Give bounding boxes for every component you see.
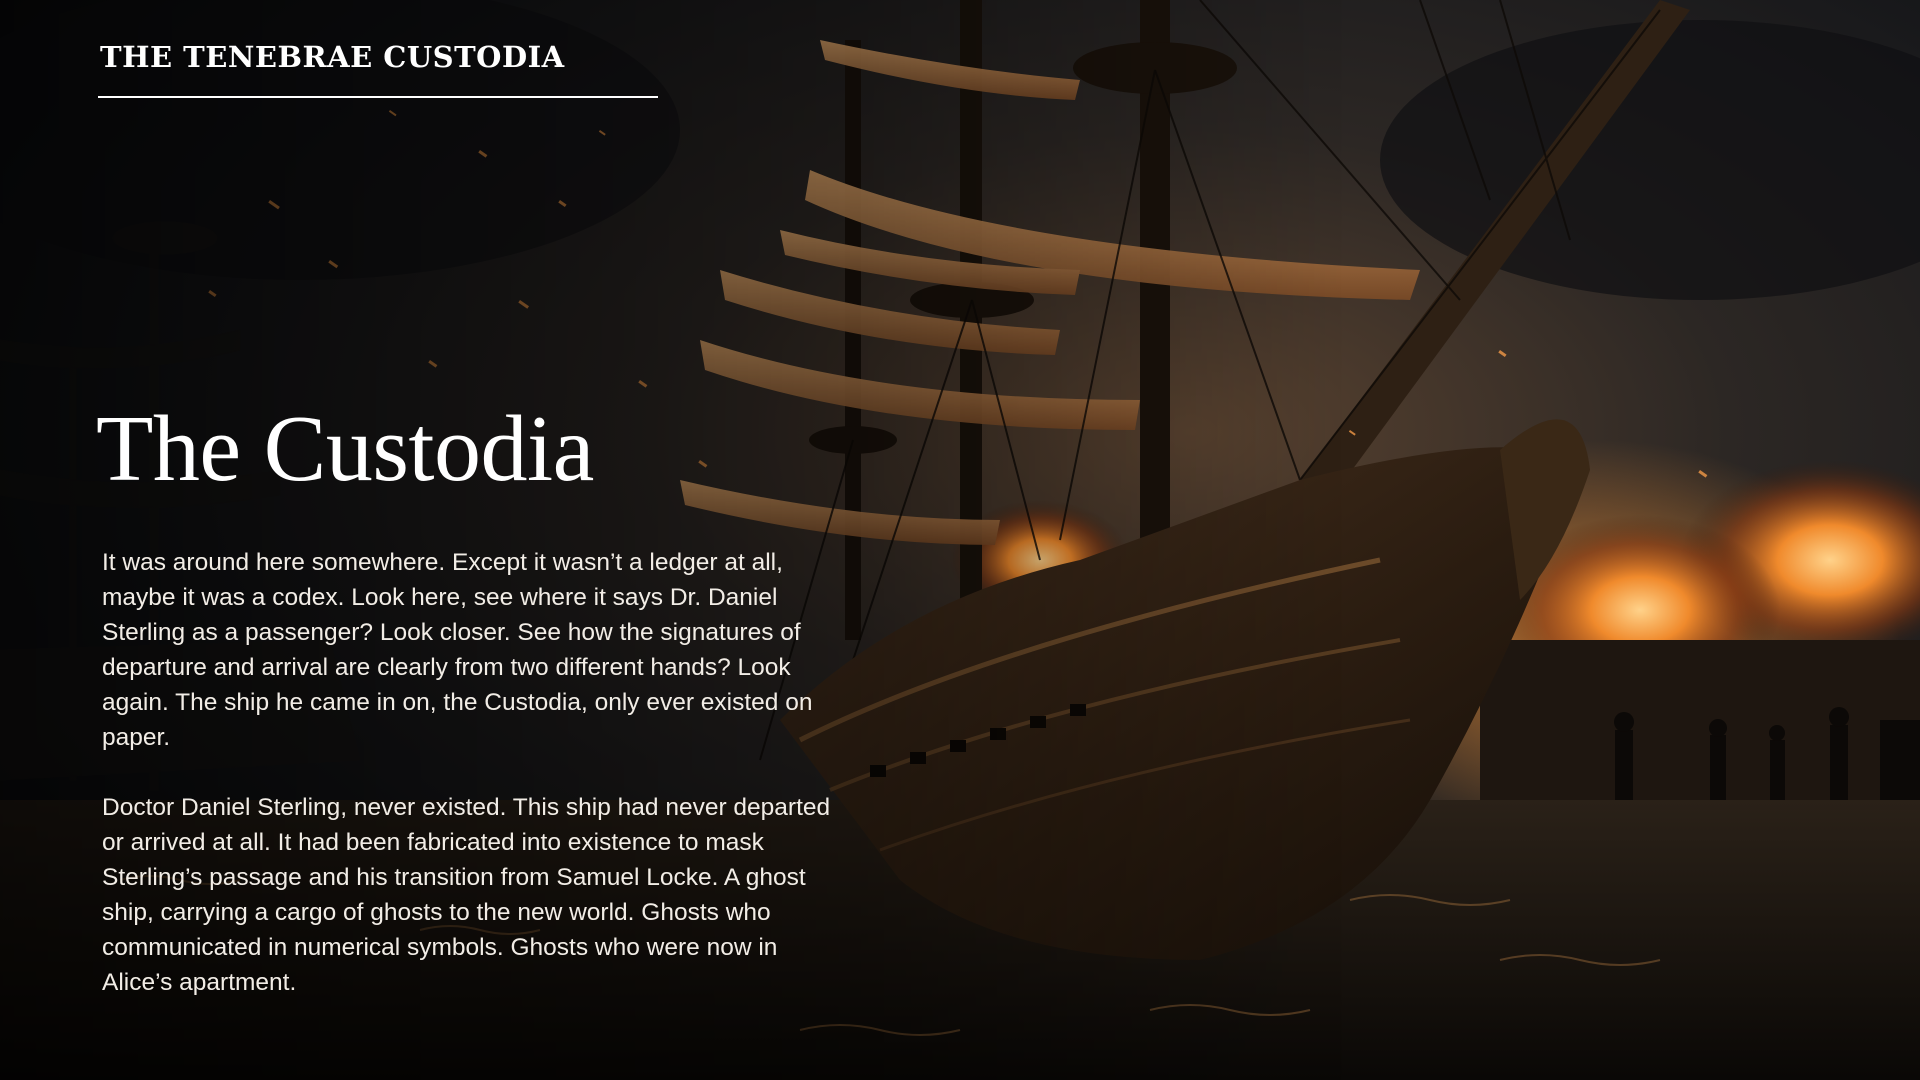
paragraph-2: Doctor Daniel Sterling, never existed. This ship had never departed or arrived at all. It had been fabricated into existence to mask Sterling’s passage and his transition from Samuel Locke. A ghost ship, carrying a cargo of ghosts to the new world. Ghosts who communicated in numerical symbols. Ghosts who were now in Alice’s apartment. [102, 794, 831, 996]
header-title: THE TENEBRAE CUSTODIA [100, 40, 565, 74]
paragraph-1: It was around here somewhere. Except it wasn’t a ledger at all, maybe it was a codex. Look here, see where it says Dr. Daniel Sterling as a passenger? Look closer. See how the signatures of departure and arrival are clearly from two different hands? Look again. The ship he came in on, the Custodia, only ever existed on paper. [102, 549, 813, 751]
page-title: The Custodia [96, 397, 594, 501]
header-divider [98, 96, 658, 98]
story-text [102, 545, 842, 1035]
